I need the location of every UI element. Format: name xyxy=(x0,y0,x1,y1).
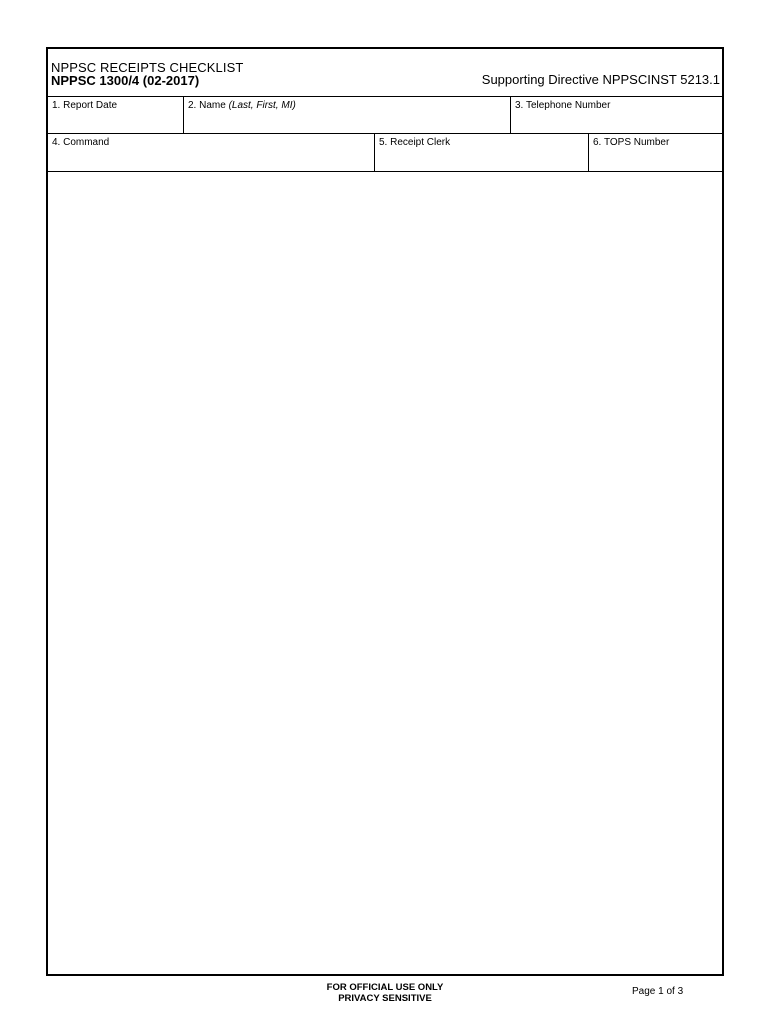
footer-official-use: FOR OFFICIAL USE ONLY xyxy=(326,982,444,993)
tops-number-label: 6. TOPS Number xyxy=(593,137,670,148)
form-body-area xyxy=(48,172,722,974)
receipt-clerk-label: 5. Receipt Clerk xyxy=(379,137,451,148)
telephone-field[interactable] xyxy=(510,97,722,133)
field-row-2 xyxy=(48,134,722,172)
report-date-field[interactable] xyxy=(48,97,183,133)
report-date-label: 1. Report Date xyxy=(52,100,118,111)
form-title: NPPSC RECEIPTS CHECKLIST xyxy=(51,60,244,75)
command-label: 4. Command xyxy=(52,137,110,148)
receipt-clerk-field[interactable] xyxy=(374,134,588,171)
name-label-hint: (Last, First, MI) xyxy=(228,100,296,111)
name-field[interactable] xyxy=(183,97,510,133)
form-header xyxy=(48,49,722,97)
field-row-1 xyxy=(48,97,722,134)
command-field[interactable] xyxy=(48,134,374,171)
name-label-text: 2. Name xyxy=(188,100,226,111)
name-label xyxy=(188,100,296,111)
form-code: NPPSC 1300/4 (02-2017) xyxy=(51,73,200,88)
form-page xyxy=(46,47,724,976)
supporting-directive: Supporting Directive NPPSCINST 5213.1 xyxy=(481,72,720,87)
footer-privacy: PRIVACY SENSITIVE xyxy=(338,993,432,1004)
page-number: Page 1 of 3 xyxy=(632,986,684,997)
tops-number-field[interactable] xyxy=(588,134,722,171)
telephone-label: 3. Telephone Number xyxy=(515,100,611,111)
